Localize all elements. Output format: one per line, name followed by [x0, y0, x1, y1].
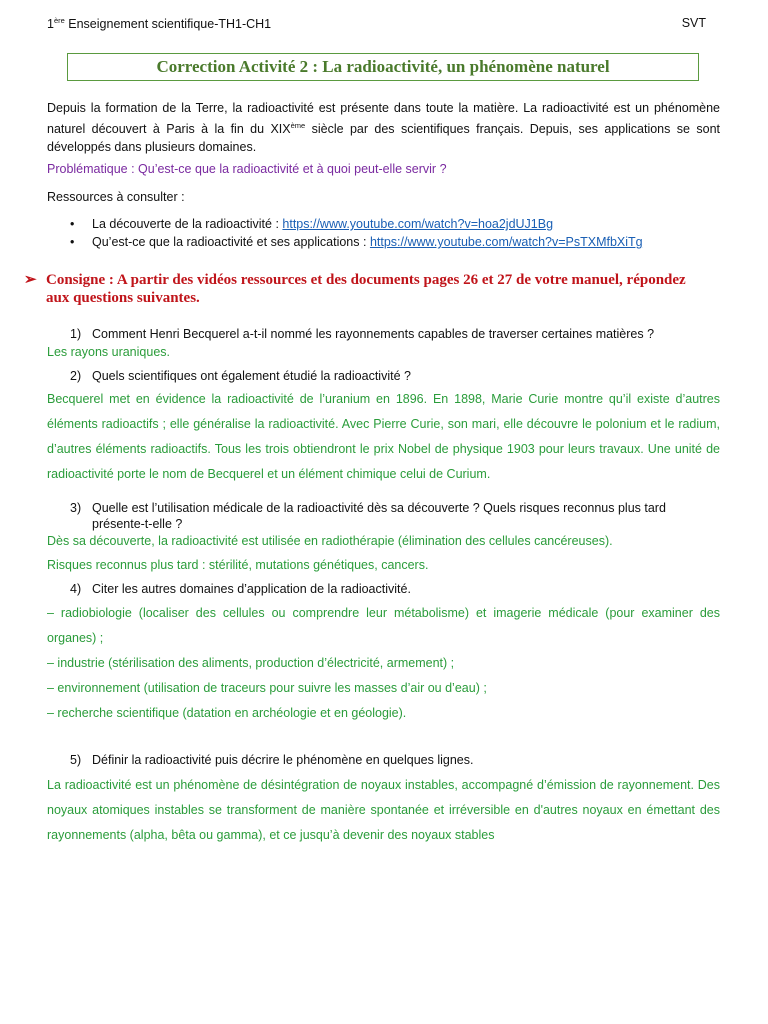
- question-4: [70, 581, 411, 597]
- question-5: [70, 752, 473, 768]
- question-text-cont: présente-t-elle ?: [92, 517, 183, 531]
- consigne-line-1: Consigne : A partir des vidéos ressources et des documents pages 26 et 27 de votre manuel, répondez: [46, 272, 686, 288]
- question-1: [70, 326, 654, 342]
- question-text: Comment Henri Becquerel a-t-il nommé les rayonnements capables de traverser certaines matières ?: [92, 327, 655, 341]
- answer-3-line-1: Dès sa découverte, la radioactivité est utilisée en radiothérapie (élimination des cellules cancéreuses).: [47, 534, 613, 548]
- ressource-label: La découverte de la radioactivité :: [92, 217, 283, 231]
- header-subject: SVT: [681, 16, 706, 30]
- header-course-sup: ère: [53, 16, 65, 25]
- header-course: [47, 16, 271, 31]
- answer-4-item: – environnement (utilisation de traceurs pour suivre les masses d’air ou d’eau) ;: [47, 681, 487, 695]
- bullet-icon: •: [70, 235, 75, 249]
- header-course-number: 1: [47, 17, 54, 32]
- bullet-icon: •: [70, 217, 75, 231]
- consigne: [24, 271, 724, 307]
- answer-4-item: – industrie (stérilisation des aliments, production d’électricité, armement) ;: [47, 656, 455, 670]
- intro-text-1: Depuis la formation de la Terre, la radioactivité est présente dans toute la matière. La radioactivité est un phénomène naturel découvert à Paris à la fin du XIX: [47, 101, 720, 137]
- question-number: 1): [70, 327, 82, 341]
- page-title: Correction Activité 2 : La radioactivité, un phénomène naturel: [156, 57, 610, 76]
- answer-4-item: – recherche scientifique (datation en archéologie et en géologie).: [47, 706, 407, 720]
- question-text: Citer les autres domaines d’application de la radioactivité.: [92, 582, 411, 596]
- answer-2: Becquerel met en évidence la radioactivité de l’uranium en 1896. En 1898, Marie Curie montre qu’il existe d’autres éléments radioactifs ; elle généralise la radioactivité. Avec Pierre Curie, son mari, elle découvre le polonium et le radium, d’autres éléments radioactifs. Tous les trois obtiendront le prix Nobel de physique 1903 pour leurs travaux. Une unité de radioactivité porte le nom de Becquerel et un élément chimique celui de Curium.: [47, 392, 720, 481]
- question-text: Quelle est l’utilisation médicale de la radioactivité dès sa découverte ? Quels risques reconnus plus tard: [92, 501, 666, 515]
- question-number: 4): [70, 582, 82, 596]
- arrow-icon: ➢: [24, 272, 37, 288]
- intro-text-2: siècle par des scientifiques français. Depuis, ses applications se sont développés dans plusieurs domaines.: [47, 122, 720, 155]
- ressources-heading: Ressources à consulter :: [47, 190, 185, 204]
- answer-4: [47, 601, 720, 726]
- ressources-list: [70, 217, 643, 253]
- question-number: 5): [70, 753, 82, 767]
- header-course-text: Enseignement scientifique-TH1-CH1: [64, 17, 272, 32]
- ressource-link[interactable]: https://www.youtube.com/watch?v=PsTXMfbXiTg: [369, 235, 643, 249]
- answer-1: Les rayons uraniques.: [47, 345, 170, 359]
- ressource-item: [70, 217, 643, 235]
- answer-3-line-2: Risques reconnus plus tard : stérilité, mutations génétiques, cancers.: [47, 558, 429, 572]
- question-2: [70, 368, 411, 384]
- title-box: [67, 53, 699, 81]
- question-number: 3): [70, 501, 82, 515]
- answer-4-item: – radiobiologie (localiser des cellules ou comprendre leur métabolisme) et imagerie médicale (pour examiner des organes) ;: [47, 606, 720, 645]
- question-3: [70, 500, 666, 532]
- problematique: Problématique : Qu’est-ce que la radioactivité et à quoi peut-elle servir ?: [47, 162, 447, 176]
- ressource-label: Qu’est-ce que la radioactivité et ses applications :: [92, 235, 370, 249]
- question-text: Définir la radioactivité puis décrire le phénomène en quelques lignes.: [92, 753, 474, 767]
- question-number: 2): [70, 369, 82, 383]
- intro-sup: ème: [290, 121, 306, 130]
- ressource-item: [70, 235, 643, 253]
- consigne-line-2: aux questions suivantes.: [46, 290, 200, 306]
- intro-paragraph: [47, 99, 720, 156]
- question-text: Quels scientifiques ont également étudié la radioactivité ?: [92, 369, 411, 383]
- ressource-link[interactable]: https://www.youtube.com/watch?v=hoa2jdUJ1Bg: [282, 217, 554, 231]
- answer-5: La radioactivité est un phénomène de désintégration de noyaux instables, accompagné d’émission de rayonnement. Des noyaux atomiques instables se transforment de manière spontanée et irréversible en d'autres noyaux en émettant des rayonnements (alpha, bêta ou gamma), et ce jusqu’à devenir des noyaux stables: [47, 778, 720, 842]
